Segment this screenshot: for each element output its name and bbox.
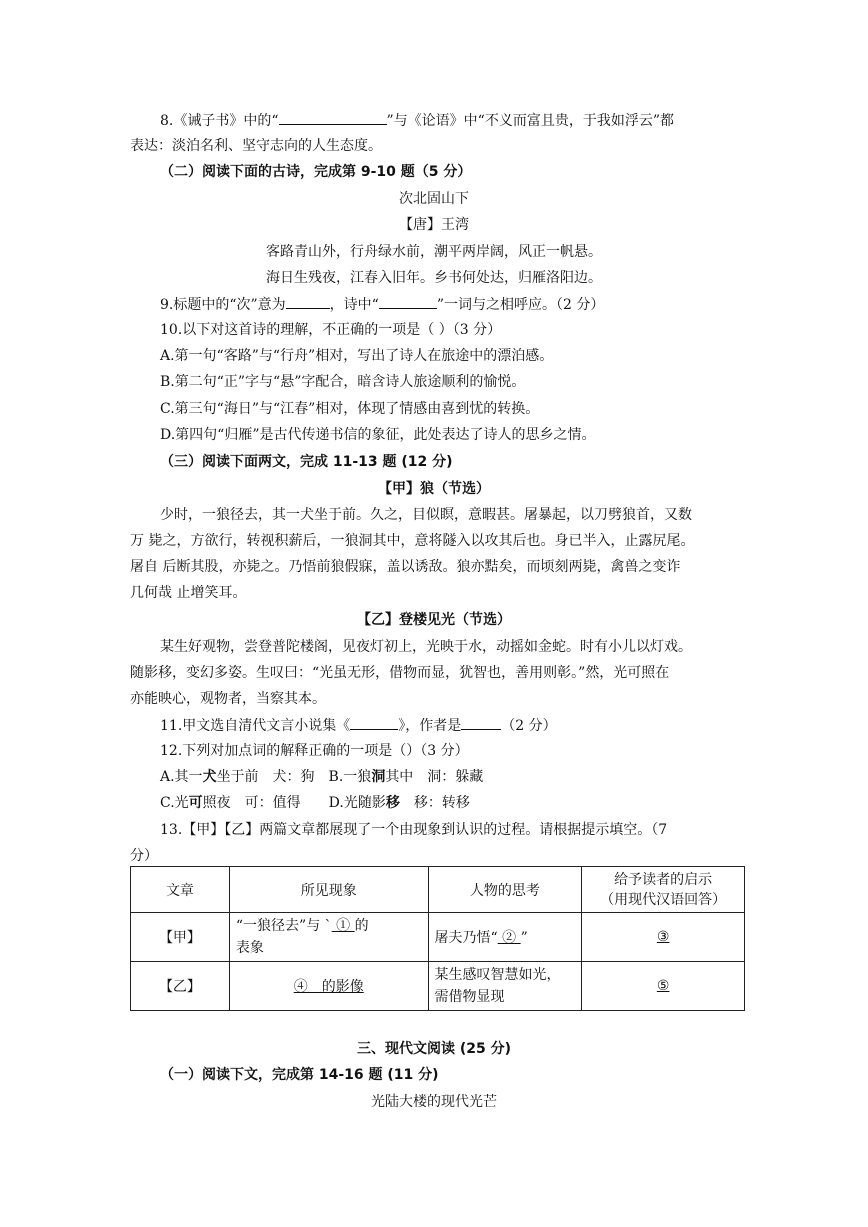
poem-author: 【唐】王湾: [399, 217, 469, 233]
answer-blank-1[interactable]: ①: [331, 918, 355, 934]
q10-option-b: B.第二句“正”字与“悬”字配合，暗含诗人旅途顺利的愉悦。: [160, 374, 526, 390]
q10-option-d: D.第四句“归雁”是古代传递书信的象征，此处表达了诗人的思乡之情。: [160, 427, 596, 443]
q11-blank-1[interactable]: [350, 714, 398, 730]
jia-paragraph-line-1: 少时，一狼径去，其一犬坐于前。久之，目似瞑，意暇甚。屠暴起，以刀劈狼首，又数: [160, 507, 692, 523]
table-cell-thought: 某生感叹智慧如光， 需借物显现: [428, 962, 582, 1011]
poem-line-1: 客路青山外，行舟绿水前，潮平两岸阔，风正一帆悬。: [266, 244, 602, 260]
answer-blank-5[interactable]: ⑤: [656, 978, 670, 994]
section-modern-reading-heading: 三、现代文阅读 (25 分): [356, 1041, 512, 1057]
article-title: 光陆大楼的现代光芒: [371, 1094, 497, 1110]
dotted-word: 移: [385, 795, 400, 811]
table-row: [131, 913, 745, 962]
q8-line2: 表达：淡泊名利、坚守志向的人生态度。: [130, 138, 382, 154]
table-cell-insight: [582, 962, 745, 1011]
q13-table: [130, 866, 745, 1011]
q13-line-2: 分）: [130, 848, 158, 864]
q11: 11.甲文选自清代文言小说集《 》，作者是 （2 分）: [160, 714, 557, 737]
q10-option-a: A.第一句“客路”与“行舟”相对，写出了诗人在旅途中的漂泊感。: [160, 348, 554, 364]
answer-blank-2[interactable]: ②: [497, 930, 521, 946]
table-row: [131, 962, 745, 1011]
q9: 9.标题中的“次”意为 ，诗中“ ”一词与之相呼应。（2 分）: [160, 293, 604, 316]
section2-heading: （二）阅读下面的古诗，完成第 9-10 题（5 分）: [160, 164, 472, 180]
yi-paragraph-line-3: 亦能映心，观物者，当察其本。: [130, 691, 326, 707]
table-header-cell: 所见现象: [229, 867, 428, 913]
table-header-cell: 人物的思考: [428, 867, 582, 913]
table-row-label: 【乙】: [131, 962, 230, 1011]
yi-paragraph-line-1: 某生好观物，尝登普陀楼阁，见夜灯初上，光映于水，动摇如金蛇。时有小儿以灯戏。: [160, 639, 692, 655]
table-cell-phenomenon: [229, 962, 428, 1011]
q11-blank-2[interactable]: [461, 714, 501, 730]
q13-line-1: 13.【甲】【乙】两篇文章都展现了一个由现象到认识的过程。请根据提示填空。（7: [160, 822, 668, 838]
yi-paragraph-line-2: 随影移，变幻多姿。生叹曰：“光虽无形，借物而显，犹智也，善用则彰。”然，光可照在: [130, 665, 670, 681]
q12-stem: 12.下列对加点词的解释正确的一项是（）（3 分）: [160, 743, 469, 759]
poem-line-2: 海日生残夜，江春入旧年。乡书何处达，归雁洛阳边。: [266, 270, 602, 286]
table-header-row: [131, 867, 745, 913]
q9-blank-1[interactable]: [286, 293, 330, 309]
yi-title: 【乙】登楼见光（节选）: [357, 612, 511, 628]
q12-row-2: C.光可照夜 可：值得 D.光随影移 移：转移: [160, 795, 470, 811]
jia-paragraph-line-3: 屠自 后断其股，亦毙之。乃悟前狼假寐，盖以诱敌。狼亦黠矣，而顷刻两毙，禽兽之变诈: [130, 559, 681, 575]
jia-paragraph-line-2: 万 毙之，方欲行，转视积薪后，一狼洞其中，意将隧入以攻其后也。身已半入，止露尻尾。: [130, 533, 695, 549]
table-cell-insight: [582, 913, 745, 962]
dotted-word: 可: [188, 795, 203, 811]
table-header-cell: 文章: [131, 867, 230, 913]
table-cell-thought: 屠夫乃悟“ ② ”: [428, 913, 582, 962]
poem-title: 次北固山下: [399, 191, 469, 207]
table-header-cell: 给予读者的启示 （用现代汉语回答）: [582, 867, 745, 913]
dotted-word: 犬: [202, 769, 217, 785]
dotted-word: 洞: [371, 769, 386, 785]
subsection-heading: （一）阅读下文，完成第 14-16 题 (11 分): [160, 1067, 439, 1083]
table-row-label: 【甲】: [131, 913, 230, 962]
q10-option-c: C.第三句“海日”与“江春”相对，体现了情感由喜到忧的转换。: [160, 401, 540, 417]
section3-heading: （三）阅读下面两文，完成 11-13 题 (12 分): [160, 454, 453, 470]
q12-row-1: A.其一犬坐于前 犬：狗 B.一狼洞其中 洞：躲藏: [160, 769, 484, 785]
jia-title: 【甲】狼（节选）: [378, 481, 490, 497]
q9-blank-2[interactable]: [379, 293, 437, 309]
q8-line1: 8.《诫子书》中的“ ”与《论语》中“不义而富且贵，于我如浮云”都: [160, 109, 674, 132]
answer-blank-4[interactable]: ④ 的影像: [293, 979, 364, 995]
q8-blank[interactable]: [279, 109, 387, 125]
answer-blank-3[interactable]: ③: [656, 929, 670, 945]
table-cell-phenomenon: “一狼径去”与 ` ① 的 表象: [229, 913, 428, 962]
q10-stem: 10.以下对这首诗的理解，不正确的一项是（ ）（3 分）: [160, 322, 502, 338]
jia-paragraph-line-4: 几何哉 止增笑耳。: [130, 585, 247, 601]
